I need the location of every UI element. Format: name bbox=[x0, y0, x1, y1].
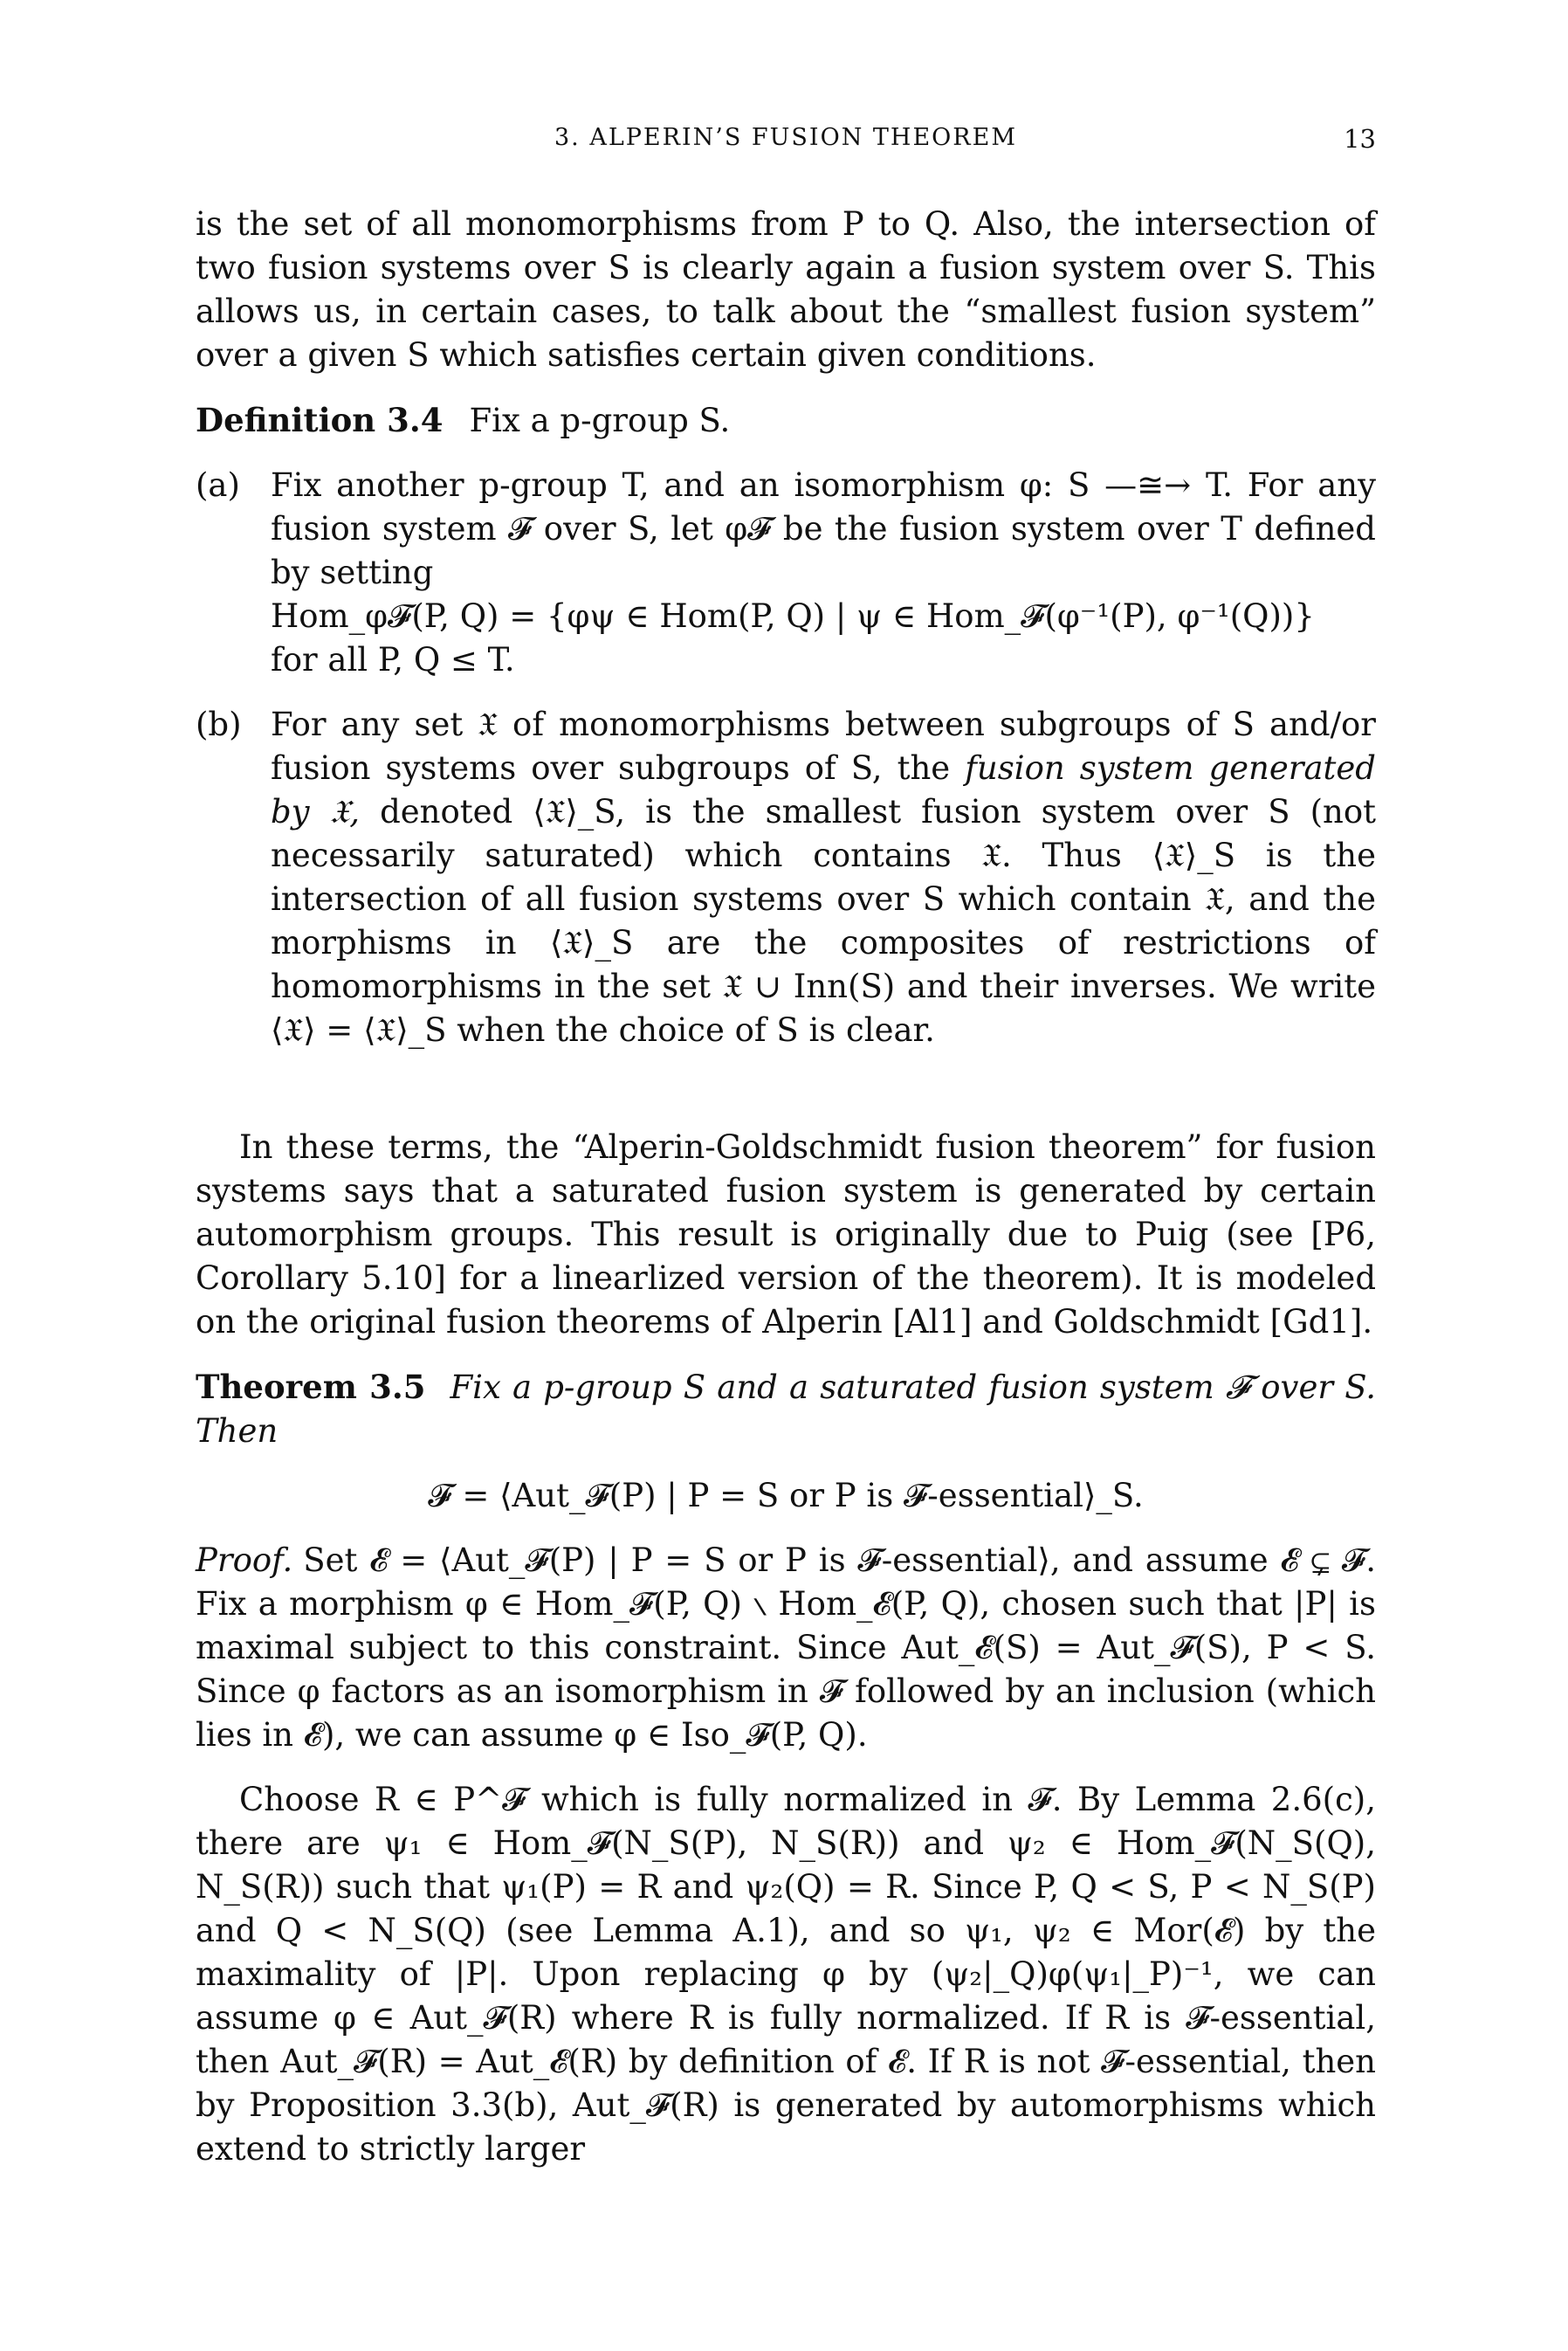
definition-heading bbox=[196, 398, 1376, 443]
section-gap bbox=[196, 1073, 1376, 1126]
item-a-label: (a) bbox=[196, 466, 240, 504]
paragraph-2: In these terms, the “Alperin-Goldschmidt fusion theorem” for fusion systems says that a saturated fusion system is generated by certain automorphism groups. This result is originally due to Puig (see [P6, Corollary 5.10] for a linearlized version of the theorem). It is modeled on the original fusion theorems of Alperin [Al1] and Goldschmidt [Gd1]. bbox=[196, 1128, 1376, 1341]
theorem-label: Theorem 3.5 bbox=[196, 1368, 426, 1406]
item-b-text bbox=[271, 703, 1376, 1052]
theorem-formula: 𝓕 = ⟨Aut_𝓕(P) | P = S or P is 𝓕-essential⟩_S. bbox=[428, 1477, 1144, 1514]
definition-item-b bbox=[196, 703, 1376, 1052]
proof-paragraph-1 bbox=[196, 1539, 1376, 1757]
theorem-statement bbox=[196, 1365, 1376, 1453]
body-text bbox=[196, 203, 1376, 2192]
proof-label: Proof. bbox=[196, 1541, 293, 1579]
item-b-text-end: denoted ⟨𝔛⟩_S, is the smallest fusion system over S (not necessarily saturated) which contains 𝔛. Thus ⟨𝔛⟩_S is the intersection of all fusion systems over S which contain 𝔛, and the morphisms in ⟨𝔛⟩_S are the composites of restrictions of homomorphisms in the set 𝔛 ∪ Inn(S) and their inverses. We write ⟨𝔛⟩ = ⟨𝔛⟩_S when the choice of S is clear. bbox=[271, 793, 1376, 1049]
item-b-emphasis: fusion system generated by 𝔛, bbox=[271, 749, 1376, 831]
item-b-label: (b) bbox=[196, 706, 242, 743]
item-a-tail: for all P, Q ≤ T. bbox=[271, 641, 515, 679]
page-header bbox=[196, 124, 1376, 159]
theorem-text: Fix a p-group S and a saturated fusion system 𝓕 over S. Then bbox=[196, 1369, 1376, 1450]
item-a-body bbox=[271, 464, 1376, 682]
item-b-body bbox=[271, 703, 1376, 1052]
proof-paragraph-2: Choose R ∈ P^𝓕 which is fully normalized in 𝓕. By Lemma 2.6(c), there are ψ₁ ∈ Hom_𝓕(N_S(P), N_S(R)) and ψ₂ ∈ Hom_𝓕(N_S(Q), N_S(R)) such that ψ₁(P) = R and ψ₂(Q) = R. Since P, Q < S, P < N_S(P) and Q < N_S(Q) (see Lemma A.1), and so ψ₁, ψ₂ ∈ Mor(𝓔) by the maximality of |P|. Upon replacing φ by (ψ₂|_Q)φ(ψ₁|_P)⁻¹, we can assume φ ∈ Aut_𝓕(R) where R is fully normalized. If R is 𝓕-essential, then Aut_𝓕(R) = Aut_𝓔(R) by definition of 𝓔. If R is not 𝓕-essential, then by Proposition 3.3(b), Aut_𝓕(R) is generated by automorphisms which extend to strictly larger bbox=[196, 1781, 1376, 2168]
page-number: 13 bbox=[1344, 124, 1376, 154]
item-a-formula: Hom_φ𝓕(P, Q) = {φψ ∈ Hom(P, Q) | ψ ∈ Hom_𝓕(φ⁻¹(P), φ⁻¹(Q))} bbox=[271, 597, 1315, 635]
definition-item-a bbox=[196, 464, 1376, 682]
proof-text-1: Set 𝓔 = ⟨Aut_𝓕(P) | P = S or P is 𝓕-essential⟩, and assume 𝓔 ⊊ 𝓕. Fix a morphism φ ∈ Hom_𝓕(P, Q) ∖ Hom_𝓔(P, Q), chosen such that |P| is maximal subject to this constraint. Since Aut_𝓔(S) = Aut_𝓕(S), P < S. Since φ factors as an isomorphism in 𝓕 followed by an inclusion (which lies in 𝓔), we can assume φ ∈ Iso_𝓕(P, Q). bbox=[196, 1541, 1376, 1754]
running-head: 3. ALPERIN’S FUSION THEOREM bbox=[554, 124, 1017, 151]
definition-text: Fix a p-group S. bbox=[469, 402, 731, 439]
item-b-text-start: For any set 𝔛 of monomorphisms between subgroups of S and/or fusion systems over subgroups of S, the bbox=[271, 706, 1376, 787]
item-a-text: Fix another p-group T, and an isomorphism φ: S —≅→ T. For any fusion system 𝓕 over S, let φ𝓕 be the fusion system over T defined by setting bbox=[271, 466, 1376, 591]
definition-label: Definition 3.4 bbox=[196, 401, 444, 439]
intro-paragraph: is the set of all monomorphisms from P to Q. Also, the intersection of two fusion systems over S is clearly again a fusion system over S. This allows us, in certain cases, to talk about the “smallest fusion system” over a given S which satisfies certain given conditions. bbox=[196, 205, 1376, 374]
